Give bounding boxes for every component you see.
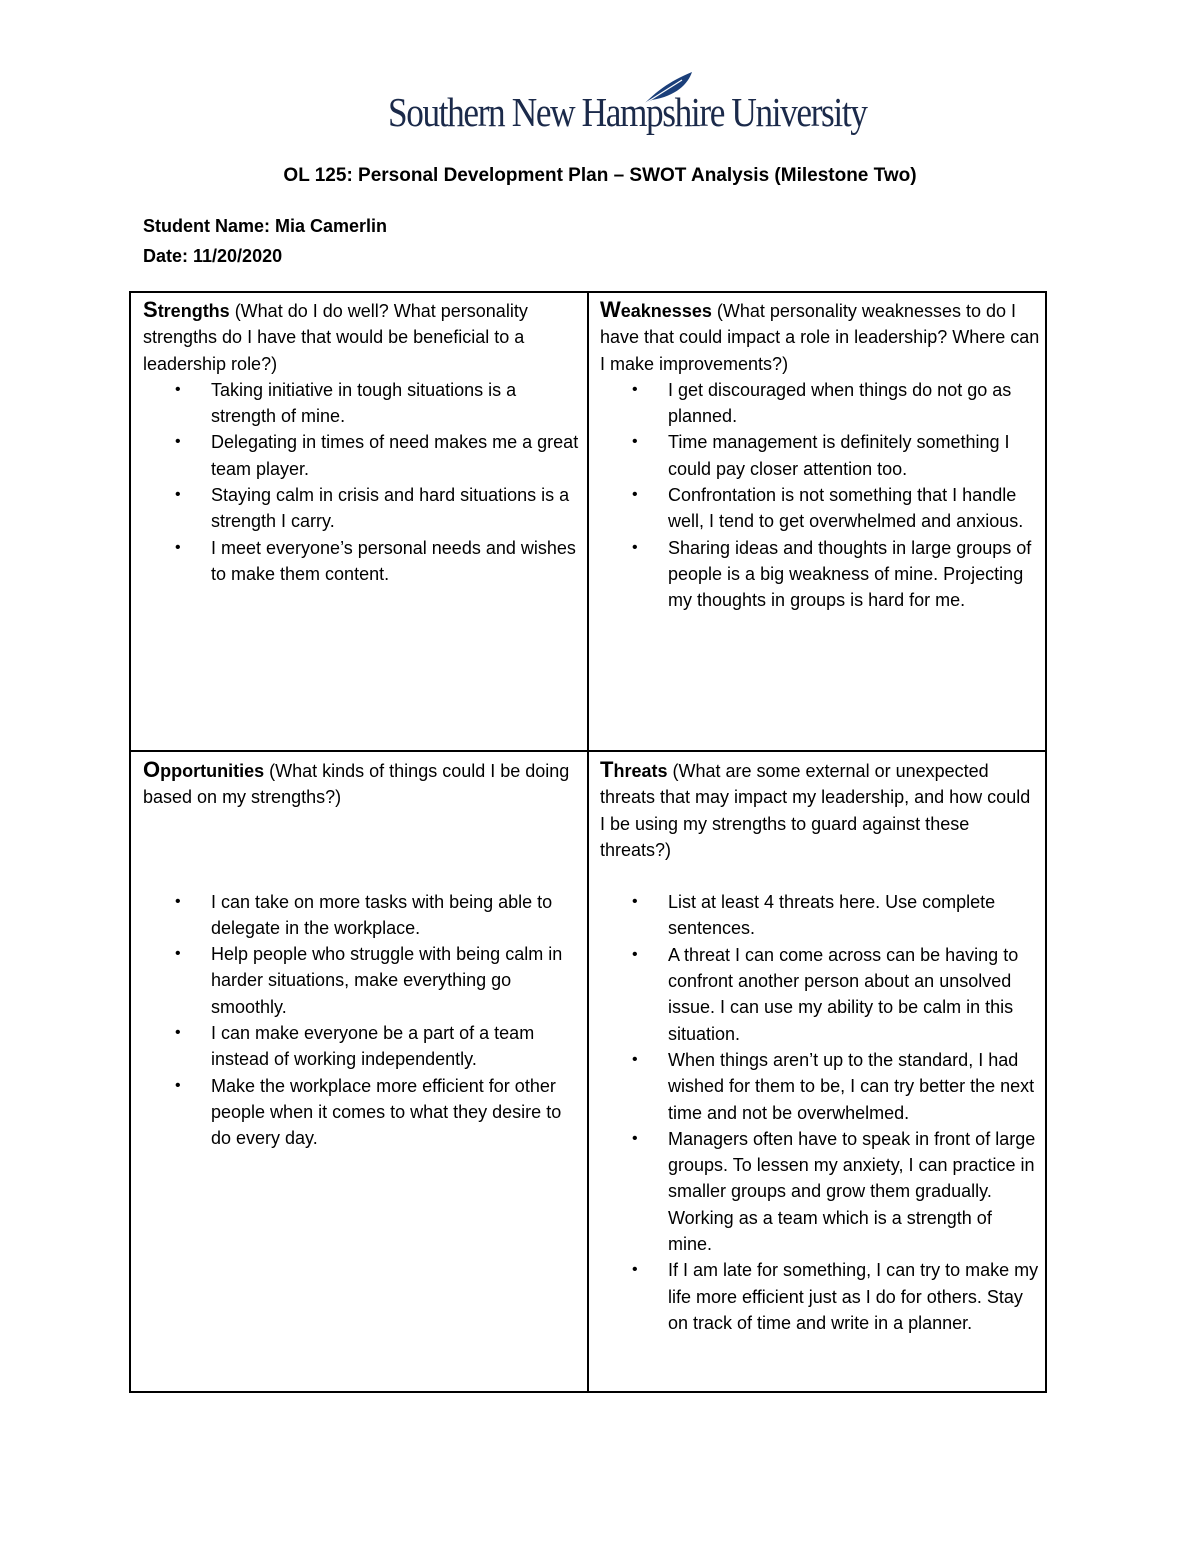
list-item — [600, 942, 1040, 1047]
spacer — [143, 863, 583, 889]
list-item-text: I can take on more tasks with being able to delegate in the workplace. — [211, 891, 553, 938]
swot-horizontal-divider — [129, 750, 1047, 752]
spacer — [143, 837, 583, 863]
list-item — [600, 1257, 1040, 1336]
weaknesses-heading — [600, 297, 1040, 377]
bullet-icon: • — [175, 433, 181, 451]
list-item-text: Confrontation is not something that I handle well, I tend to get overwhelmed and anxious. — [668, 485, 1024, 532]
list-item — [143, 1020, 583, 1073]
opportunities-list — [143, 889, 583, 1152]
bullet-icon: • — [632, 538, 638, 556]
bullet-icon: • — [632, 433, 638, 451]
threats-prompt: (What are some external or unexpected threats that may impact my leadership, and how could I be using my strengths to guard against these threats?) — [600, 761, 1031, 860]
list-item — [600, 1126, 1040, 1257]
list-item — [600, 377, 1040, 430]
document-title: OL 125: Personal Development Plan – SWOT Analysis (Milestone Two) — [283, 165, 917, 186]
list-item-text: List at least 4 threats here. Use complete sentences. — [668, 892, 996, 939]
bullet-icon: • — [175, 486, 181, 504]
bullet-icon: • — [632, 1129, 638, 1147]
weaknesses-cell — [600, 297, 1040, 614]
bullet-icon: • — [175, 538, 181, 556]
list-item-text: I can make everyone be a part of a team instead of working independently. — [211, 1023, 535, 1070]
list-item — [600, 535, 1040, 614]
list-item-text: Make the workplace more efficient for other people when it comes to what they desire to do every day. — [211, 1075, 562, 1149]
document-date: Date: 11/20/2020 — [143, 246, 283, 266]
bullet-icon: • — [175, 945, 181, 963]
opportunities-heading — [143, 757, 583, 811]
list-item — [143, 889, 583, 942]
bullet-icon: • — [632, 380, 638, 398]
list-item-text: If I am late for something, I can try to make my life more efficient just as I do for others. Stay on track of time and write in a planner. — [668, 1260, 1039, 1333]
list-item — [143, 429, 583, 482]
bullet-icon: • — [632, 893, 638, 911]
opportunities-prompt: (What kinds of things could I be doing based on my strengths?) — [143, 761, 570, 808]
strengths-cell — [143, 297, 583, 587]
bullet-icon: • — [632, 486, 638, 504]
strengths-prompt: (What do I do well? What personality strengths do I have that would be beneficial to a leadership role?) — [143, 301, 528, 374]
list-item-text: Managers often have to speak in front of large groups. To lessen my anxiety, I can practice in smaller groups and grow them gradually. Working as a team which is a strength of mine. — [668, 1128, 1036, 1255]
weaknesses-initial: W — [600, 297, 621, 322]
list-item-text: When things aren’t up to the standard, I had wished for them to be, I can try better the next time and not be overwhelmed. — [668, 1049, 1035, 1123]
opportunities-title: pportunities — [160, 761, 265, 781]
strengths-title: trengths — [157, 301, 230, 321]
list-item — [600, 1047, 1040, 1126]
student-name: Student Name: Mia Camerlin — [143, 216, 388, 236]
list-item-text: Taking initiative in tough situations is a strength of mine. — [211, 379, 517, 427]
weaknesses-prompt: (What personality weaknesses to do I have that could impact a role in leadership? Where can I make improvements?) — [600, 301, 1040, 374]
list-item — [143, 482, 583, 535]
bullet-icon: • — [632, 1261, 638, 1279]
weaknesses-title: eaknesses — [620, 301, 712, 321]
threats-initial: T — [600, 757, 614, 782]
list-item-text: Delegating in times of need makes me a great team player. — [211, 432, 579, 479]
threats-title: hreats — [613, 761, 668, 781]
list-item — [600, 482, 1040, 535]
list-item — [600, 429, 1040, 482]
bullet-icon: • — [632, 1050, 638, 1068]
list-item — [143, 377, 583, 430]
university-logo — [388, 70, 867, 140]
bullet-icon: • — [175, 1076, 181, 1094]
list-item-text: Staying calm in crisis and hard situations is a strength I carry. — [211, 485, 570, 532]
strengths-list — [143, 377, 583, 587]
bullet-icon: • — [175, 892, 181, 910]
list-item — [143, 1073, 583, 1152]
list-item — [600, 889, 1040, 942]
spacer — [600, 863, 1040, 889]
threats-heading — [600, 757, 1040, 863]
swot-vertical-divider — [587, 291, 589, 1393]
list-item-text: Help people who struggle with being calm in harder situations, make everything go smoothly. — [211, 944, 563, 1017]
bullet-icon: • — [632, 945, 638, 963]
list-item-text: I get discouraged when things do not go as planned. — [668, 379, 1012, 427]
spacer — [143, 811, 583, 837]
bullet-icon: • — [175, 1024, 181, 1042]
list-item-text: Time management is definitely something I could pay closer attention too. — [668, 432, 1010, 479]
opportunities-initial: O — [143, 757, 161, 782]
list-item — [143, 535, 583, 588]
weaknesses-list — [600, 377, 1040, 614]
list-item — [143, 941, 583, 1020]
list-item-text: I meet everyone’s personal needs and wishes to make them content. — [211, 537, 576, 584]
bullet-icon: • — [175, 380, 181, 398]
university-logo-text: Southern New Hampshire University — [388, 89, 867, 135]
strengths-initial: S — [143, 297, 158, 322]
list-item-text: Sharing ideas and thoughts in large groups of people is a big weakness of mine. Projecting my thoughts in groups is hard for me. — [668, 537, 1032, 611]
strengths-heading — [143, 297, 583, 377]
threats-cell — [600, 757, 1040, 1336]
opportunities-cell — [143, 757, 583, 1152]
list-item-text: A threat I can come across can be having to confront another person about an unsolved issue. I can use my ability to be calm in this situation. — [668, 944, 1019, 1044]
threats-list — [600, 889, 1040, 1336]
